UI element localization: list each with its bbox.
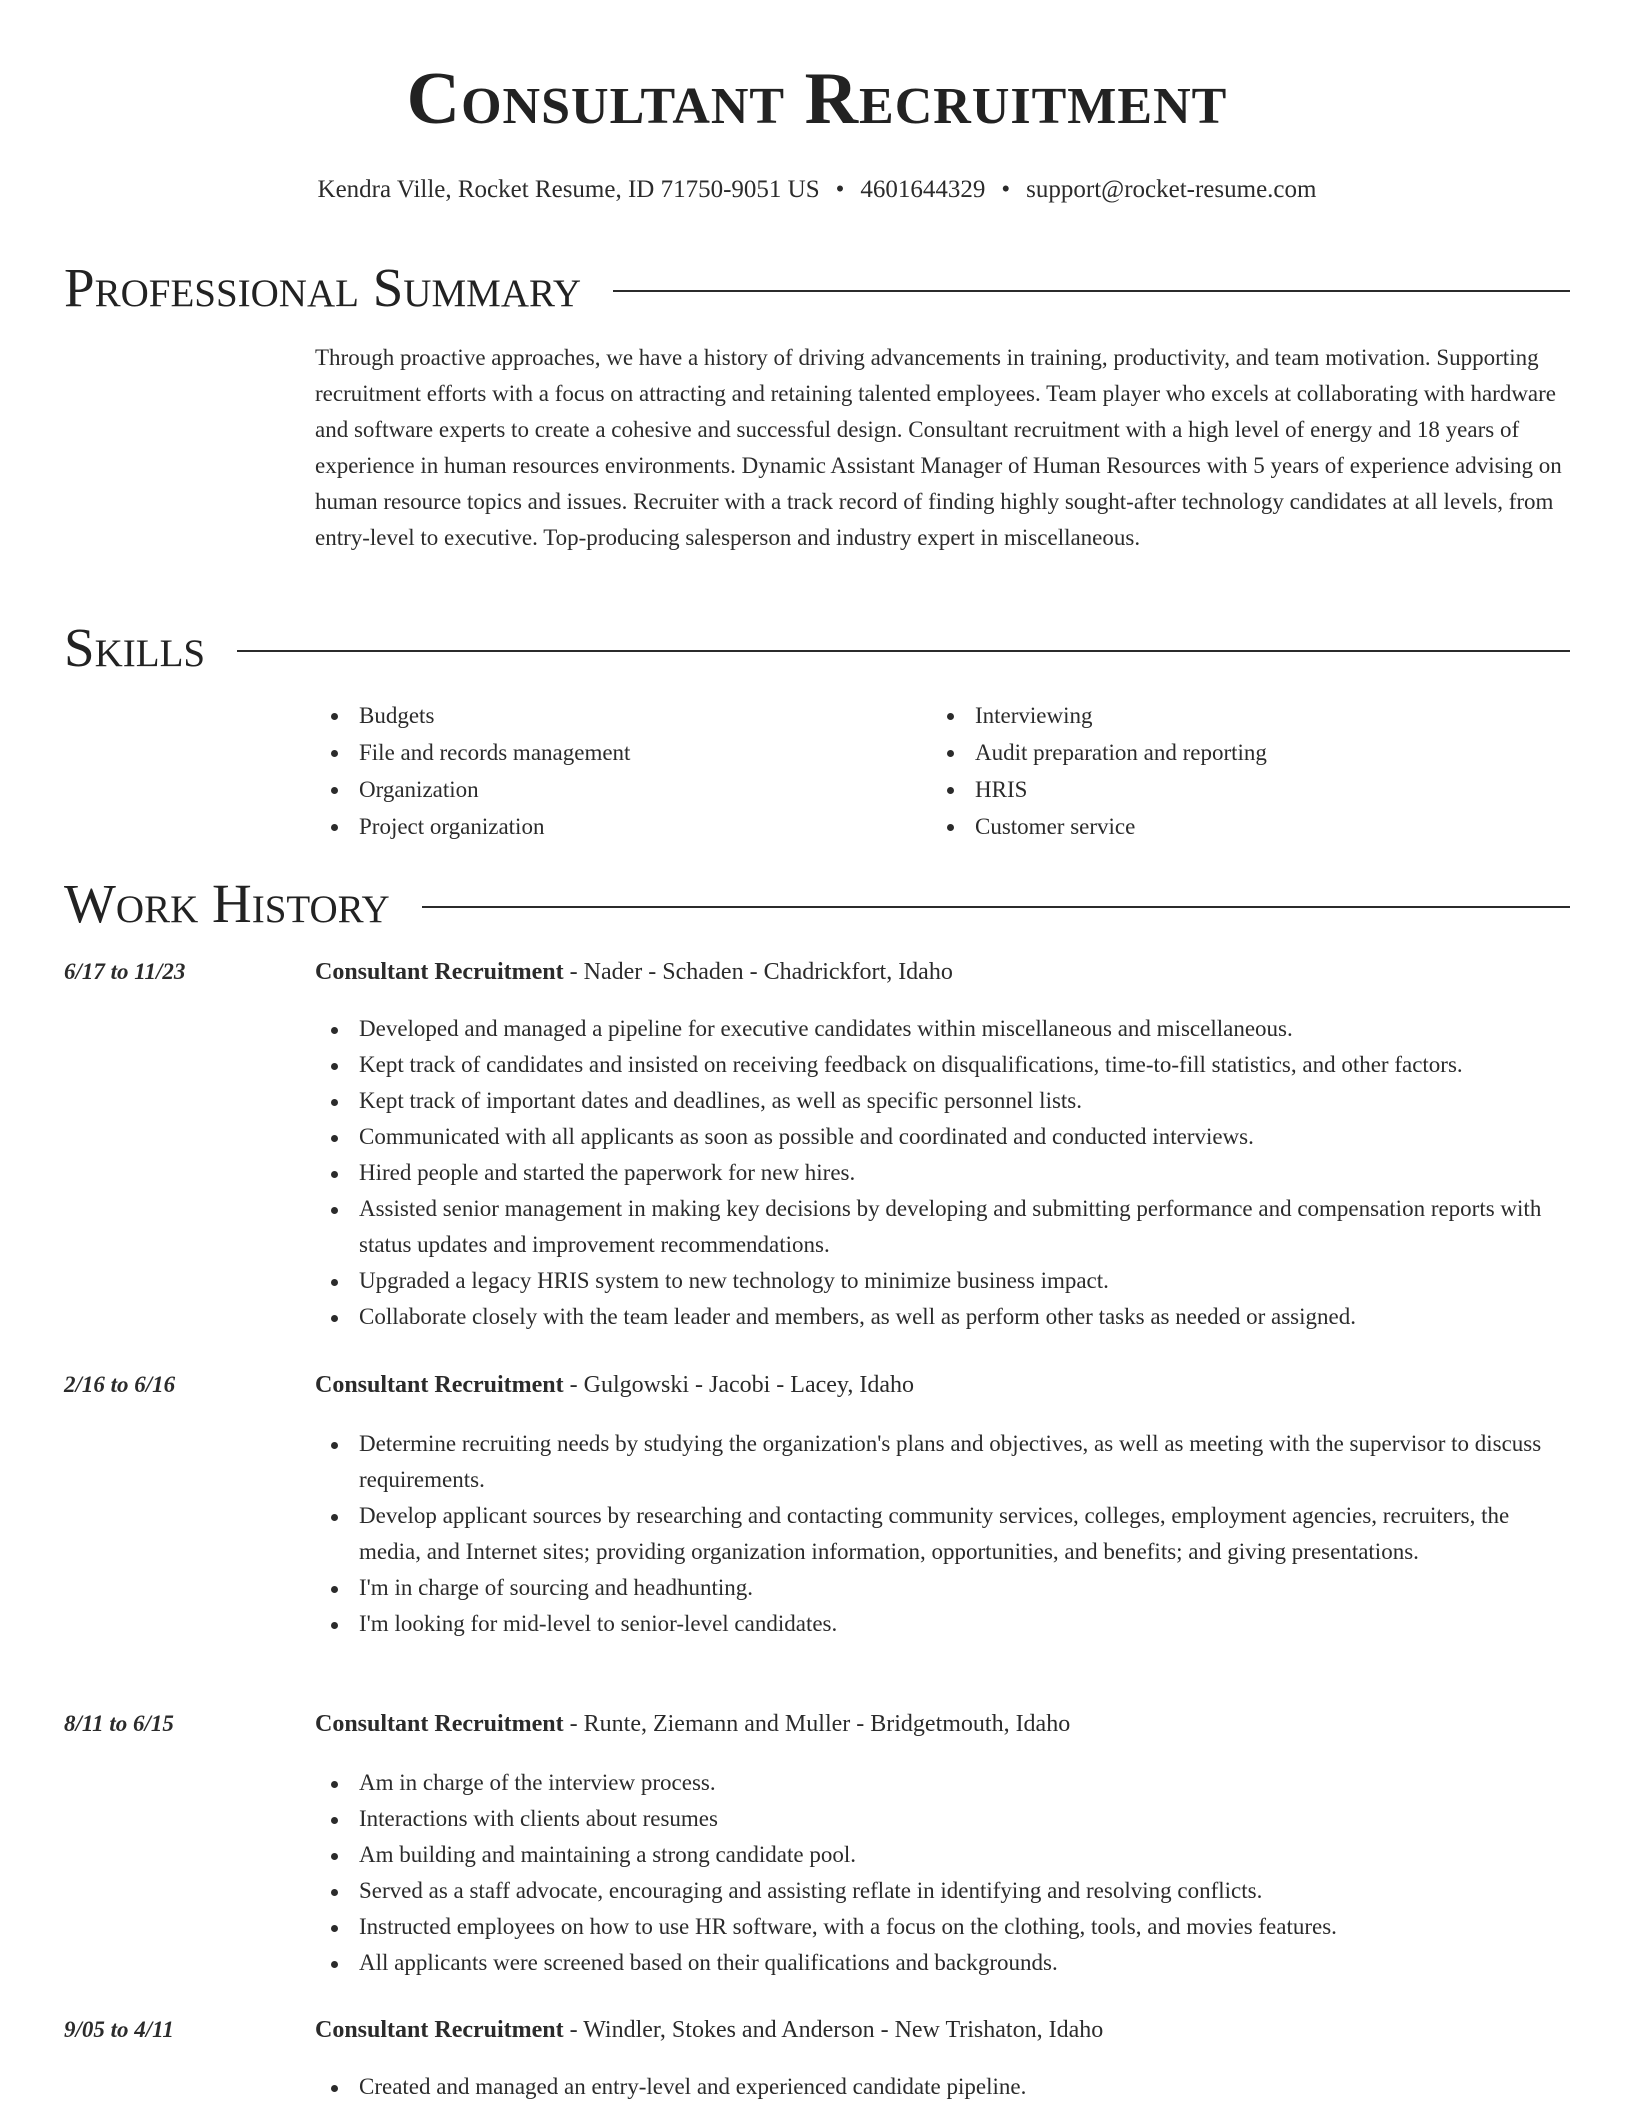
summary-text: Through proactive approaches, we have a history of driving advancements in training, productivity, and team motivation. Supporting recruitment efforts with a focus on attracting and retaining talented employees. Team player who excels at collaborating with hardware and software experts to create a cohesive and successful design. Consultant recruitment with a high level of energy and 18 years of experience in human resources environments. Dynamic Assistant Manager of Human Resources with 5 years of experience advising on human resource topics and issues. Recruiter with a track record of finding highly sought-after technology candidates at all levels, from entry-level to executive. Top-producing salesperson and industry expert in miscellaneous. bbox=[315, 345, 1562, 550]
resume-name: Consultant Recruitment bbox=[406, 58, 1228, 140]
job-dates: 2/16 to 6/16 bbox=[64, 1372, 176, 1397]
section-header-skills bbox=[64, 617, 1570, 678]
contact-email[interactable]: support@rocket-resume.com bbox=[1026, 176, 1317, 203]
job-role: Consultant Recruitment bbox=[315, 1711, 564, 1737]
job-bullet: Kept track of candidates and insisted on receiving feedback on disqualifications, time-to-fill statistics, and other factors. bbox=[315, 1047, 1570, 1083]
job-bullet: Interactions with clients about resumes bbox=[315, 1801, 1570, 1837]
job-dates: 6/17 to 11/23 bbox=[64, 959, 186, 984]
skill-item: Interviewing bbox=[931, 697, 1551, 734]
section-title-work-history: Work History bbox=[64, 873, 390, 934]
job-employer: - Nader - Schaden - Chadrickfort, Idaho bbox=[563, 959, 953, 985]
job-bullet: Am building and maintaining a strong candidate pool. bbox=[315, 1837, 1570, 1873]
skill-item: Project organization bbox=[315, 808, 925, 845]
job-title-line bbox=[315, 959, 953, 986]
job-role: Consultant Recruitment bbox=[315, 959, 564, 985]
job-role: Consultant Recruitment bbox=[315, 2017, 564, 2043]
skill-item: Budgets bbox=[315, 697, 925, 734]
contact-separator: • bbox=[835, 176, 845, 203]
contact-phone: 4601644329 bbox=[860, 176, 986, 203]
section-divider bbox=[613, 290, 1570, 292]
skills-list-right bbox=[931, 697, 1551, 845]
contact-separator: • bbox=[1001, 176, 1011, 203]
job-employer: - Windler, Stokes and Anderson - New Trishaton, Idaho bbox=[563, 2017, 1104, 2043]
skills-list-left bbox=[315, 697, 925, 845]
skill-item: Organization bbox=[315, 771, 925, 808]
job-bullet: I'm in charge of sourcing and headhunting. bbox=[315, 1570, 1570, 1606]
job-bullet: Kept track of important dates and deadlines, as well as specific personnel lists. bbox=[315, 1083, 1570, 1119]
job-bullet: I'm looking for mid-level to senior-level candidates. bbox=[315, 1606, 1570, 1642]
section-title-summary: Professional Summary bbox=[64, 257, 582, 318]
contact-address: Kendra Ville, Rocket Resume, ID 71750-9051 US bbox=[317, 176, 820, 203]
skill-item: HRIS bbox=[931, 771, 1551, 808]
job-bullets bbox=[315, 1011, 1570, 1335]
section-divider bbox=[422, 906, 1570, 908]
job-bullet: Instructed employees on how to use HR software, with a focus on the clothing, tools, and movies features. bbox=[315, 1909, 1570, 1945]
section-title-skills: Skills bbox=[64, 617, 206, 678]
job-bullet: Assisted senior management in making key decisions by developing and submitting performance and compensation reports with status updates and improvement recommendations. bbox=[315, 1191, 1570, 1263]
job-bullet: Served as a staff advocate, encouraging and assisting reflate in identifying and resolving conflicts. bbox=[315, 1873, 1570, 1909]
section-divider bbox=[237, 650, 1570, 652]
job-employer: - Gulgowski - Jacobi - Lacey, Idaho bbox=[563, 1372, 914, 1398]
job-bullets bbox=[315, 1426, 1570, 1642]
job-title-line bbox=[315, 2017, 1103, 2044]
job-employer: - Runte, Ziemann and Muller - Bridgetmouth, Idaho bbox=[563, 1711, 1071, 1737]
job-bullet: Created and managed an entry-level and experienced candidate pipeline. bbox=[315, 2069, 1570, 2105]
job-bullet: Developed and managed a pipeline for executive candidates within miscellaneous and miscellaneous. bbox=[315, 1011, 1570, 1047]
job-bullet: Hired people and started the paperwork for new hires. bbox=[315, 1155, 1570, 1191]
skill-item: Audit preparation and reporting bbox=[931, 734, 1551, 771]
job-bullet: Collaborate closely with the team leader and members, as well as perform other tasks as needed or assigned. bbox=[315, 1299, 1570, 1335]
job-dates: 9/05 to 4/11 bbox=[64, 2017, 174, 2042]
job-bullet: All applicants were screened based on their qualifications and backgrounds. bbox=[315, 1945, 1570, 1981]
job-title-line bbox=[315, 1711, 1070, 1738]
job-bullets bbox=[315, 2069, 1570, 2105]
job-title-line bbox=[315, 1372, 914, 1399]
job-bullet: Am in charge of the interview process. bbox=[315, 1765, 1570, 1801]
section-header-work-history bbox=[64, 873, 1570, 934]
contact-line bbox=[64, 176, 1570, 204]
job-dates: 8/11 to 6/15 bbox=[64, 1711, 174, 1736]
job-bullet: Upgraded a legacy HRIS system to new technology to minimize business impact. bbox=[315, 1263, 1570, 1299]
job-bullet: Communicated with all applicants as soon as possible and coordinated and conducted interviews. bbox=[315, 1119, 1570, 1155]
job-bullet: Determine recruiting needs by studying the organization's plans and objectives, as well as meeting with the supervisor to discuss requirements. bbox=[315, 1426, 1570, 1498]
job-bullets bbox=[315, 1765, 1570, 1981]
section-header-summary bbox=[64, 257, 1570, 318]
job-bullet: Develop applicant sources by researching and contacting community services, colleges, employment agencies, recruiters, the media, and Internet sites; providing organization information, opportunities, and benefits; and giving presentations. bbox=[315, 1498, 1570, 1570]
skill-item: File and records management bbox=[315, 734, 925, 771]
skill-item: Customer service bbox=[931, 808, 1551, 845]
job-role: Consultant Recruitment bbox=[315, 1372, 564, 1398]
